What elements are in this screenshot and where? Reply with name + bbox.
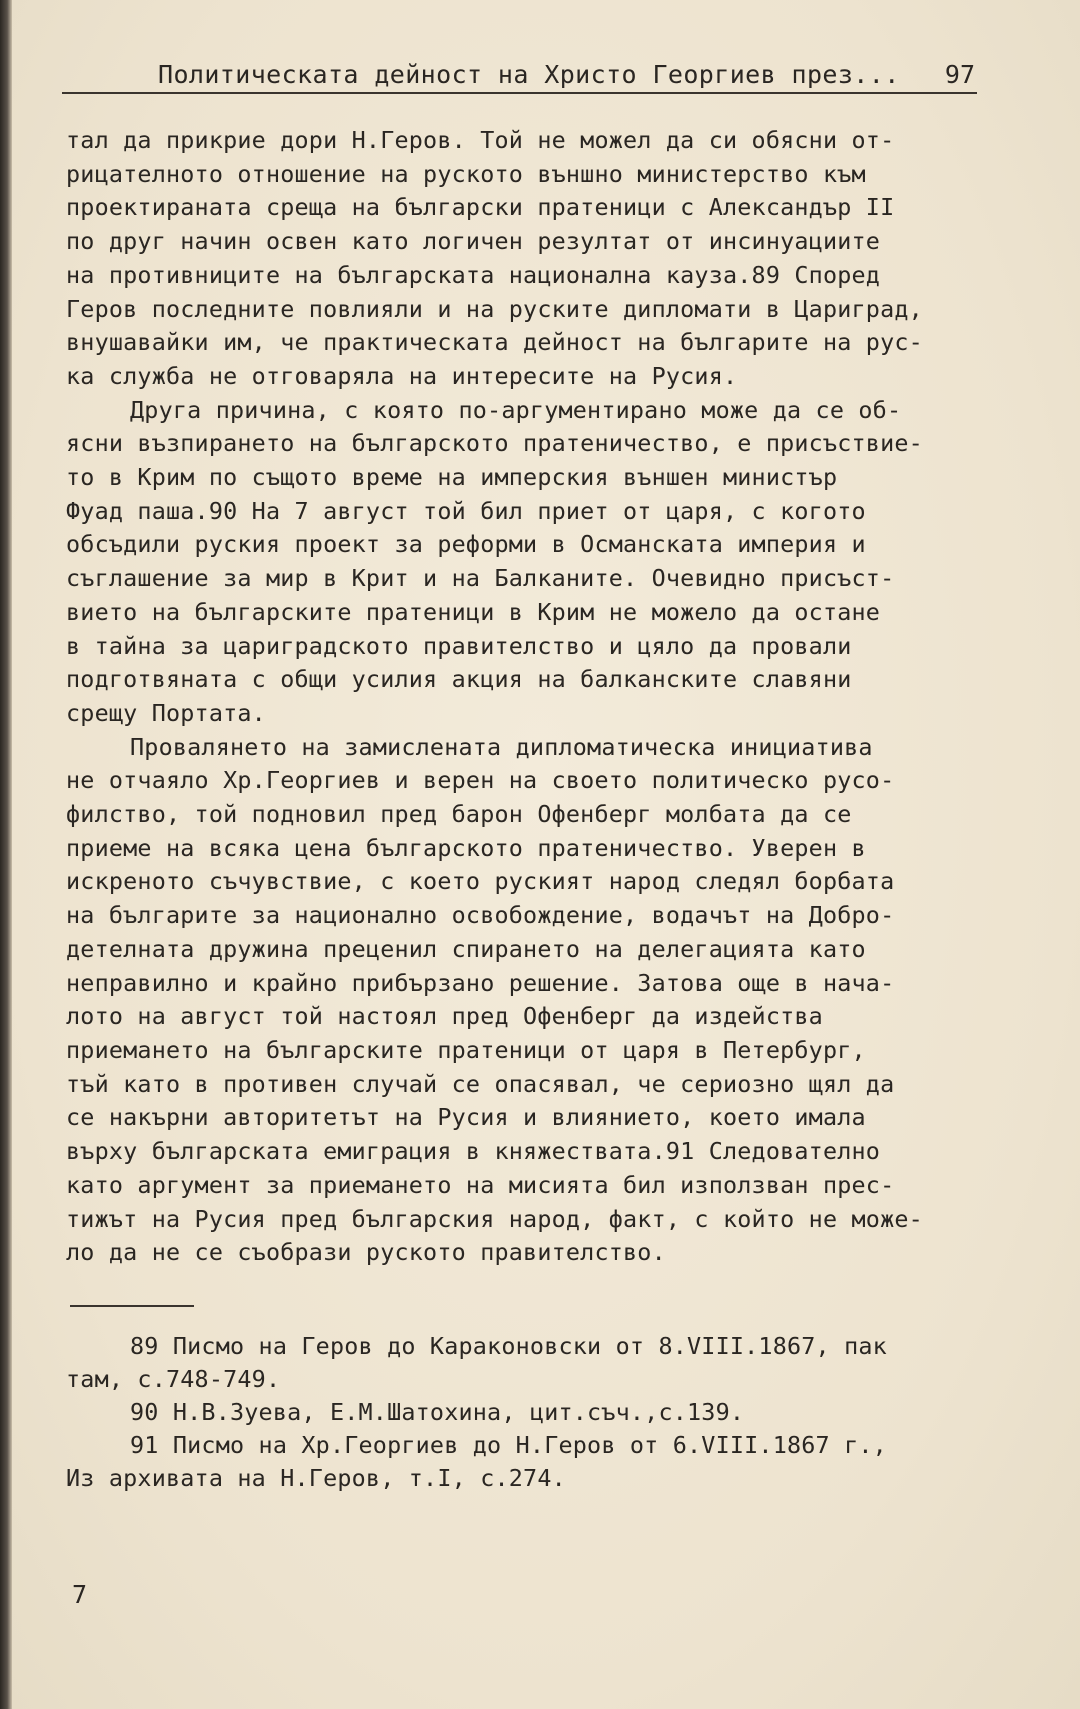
body-line: ясни възпирането на българското пратеничество, е присъствие- (66, 429, 923, 458)
body-line: детелната дружина преценил спирането на делегацията като (66, 934, 866, 963)
footnote-line: 89 Писмо на Геров до Караконовски от 8.VIII.1867, пак (130, 1332, 887, 1360)
body-line: ло да не се съобрази руското правителство. (66, 1238, 666, 1267)
body-line: на българите за национално освобождение, водачът на Добро- (66, 901, 895, 930)
body-line: вието на българските пратеници в Крим не можело да остане (66, 597, 881, 626)
body-line: на противниците на българската национална кауза.89 Според (66, 260, 881, 289)
body-line: се накърни авторитетът на Русия и влиянието, което имала (66, 1103, 866, 1132)
footnote-separator (70, 1305, 194, 1307)
body-line: то в Крим по същото време на имперския външен министър (66, 463, 838, 492)
book-binding-edge (0, 0, 12, 1709)
footnote-line: Из архивата на Н.Геров, т.I, с.274. (66, 1464, 566, 1492)
paragraph-start-line: Провалянето на замислената дипломатическа инициатива (130, 732, 873, 761)
page-number: 7 (72, 1580, 88, 1609)
body-line: приемането на българските пратеници от царя в Петербург, (66, 1035, 866, 1064)
body-line: в тайна за цариградското правителство и цяло да провали (66, 631, 852, 660)
body-line: внушавайки им, че практическата дейност на българите на рус- (66, 328, 923, 357)
body-line: искреното съчувствие, с което руският народ следял борбата (66, 867, 895, 896)
body-line: подготвяната с общи усилия акция на балканските славяни (66, 665, 852, 694)
footnote-line: 91 Писмо на Хр.Георгиев до Н.Геров от 6.VIII.1867 г., (130, 1431, 887, 1459)
running-header (62, 58, 977, 94)
body-line: по друг начин освен като логичен резултат от инсинуациите (66, 227, 881, 256)
header-page-number: 97 (944, 60, 975, 89)
body-line: лото на август той настоял пред Офенберг да издейства (66, 1002, 823, 1031)
body-line: Фуад паша.90 На 7 август той бил приет от царя, с когото (66, 496, 866, 525)
body-line: проектираната среща на български пратеници с Александър II (66, 193, 895, 222)
footnote-line: 90 Н.В.Зуева, Е.М.Шатохина, цит.съч.,с.139. (130, 1398, 745, 1426)
body-line: срещу Портата. (66, 698, 266, 727)
body-line: тижът на Русия пред българския народ, факт, с който не може- (66, 1204, 923, 1233)
body-line: като аргумент за приемането на мисията бил използван прес- (66, 1170, 895, 1199)
footnote-line: там, с.748-749. (66, 1365, 281, 1393)
body-line: ка служба не отговаряла на интересите на Русия. (66, 361, 738, 390)
paragraph-start-line: Друга причина, с която по-аргументирано може да се об- (130, 395, 902, 424)
running-header-title: Политическата дейност на Христо Георгиев през... (158, 60, 900, 89)
body-line: обсъдили руския проект за реформи в Османската империя и (66, 530, 866, 559)
body-line: филство, той подновил пред барон Офенберг молбата да се (66, 800, 852, 829)
body-line: не отчаяло Хр.Георгиев и верен на своето политическо русо- (66, 766, 895, 795)
body-line: върху българската емиграция в княжествата.91 Следователно (66, 1137, 881, 1166)
body-line: съглашение за мир в Крит и на Балканите. Очевидно присъст- (66, 564, 895, 593)
body-line: неправилно и крайно прибързано решение. Затова още в нача- (66, 968, 895, 997)
body-line: приеме на всяка цена българското пратеничество. Уверен в (66, 833, 866, 862)
body-line: тъй като в противен случай се опасявал, че сериозно щял да (66, 1069, 895, 1098)
body-line: тал да прикрие дори Н.Геров. Той не можел да си обясни от- (66, 126, 895, 154)
footnotes (66, 1330, 1001, 1495)
body-line: рицателното отношение на руското външно министерство към (66, 159, 866, 188)
body-line: Геров последните повлияли и на руските дипломати в Цариград, (66, 294, 923, 323)
body-text (66, 124, 1001, 1270)
